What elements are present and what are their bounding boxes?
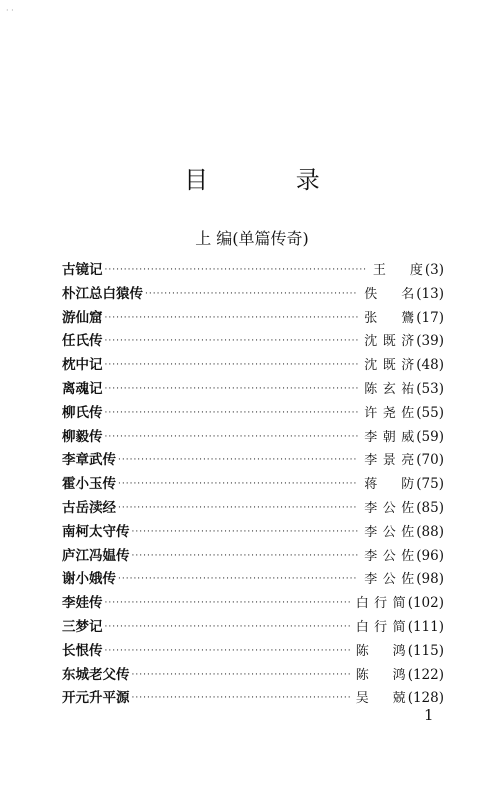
dot-leader xyxy=(105,313,359,323)
toc-entry-title: 南柯太守传 xyxy=(62,523,130,540)
toc-entry xyxy=(62,282,444,306)
toc-entry-page: (111) xyxy=(407,618,444,635)
toc-entry xyxy=(62,639,444,663)
toc-entry-author: 李公佐 xyxy=(364,572,415,588)
toc-entry-title: 三梦记 xyxy=(62,618,103,635)
toc-entry-author: 白行简 xyxy=(355,596,406,612)
table-of-contents xyxy=(62,258,444,710)
toc-entry-title: 柳毅传 xyxy=(62,428,103,445)
toc-entry-author: 李景亮 xyxy=(364,453,415,469)
dot-leader xyxy=(132,527,359,537)
toc-entry-title: 开元升平源 xyxy=(62,690,130,707)
section-title xyxy=(0,226,504,249)
toc-entry xyxy=(62,544,444,568)
toc-entry-author: 许尧佐 xyxy=(364,405,415,421)
toc-entry xyxy=(62,520,444,544)
toc-entry-title: 游仙窟 xyxy=(62,309,103,326)
toc-entry-page: (115) xyxy=(407,642,444,659)
section-title-text: 上 编(单篇传奇) xyxy=(195,229,309,248)
toc-entry-page: (85) xyxy=(416,499,444,516)
toc-entry xyxy=(62,353,444,377)
dot-leader xyxy=(105,622,350,632)
dot-leader xyxy=(105,336,359,346)
toc-entry-author: 李公佐 xyxy=(364,548,415,564)
toc-entry-page: (3) xyxy=(424,262,444,278)
toc-entry-author: 白行简 xyxy=(355,619,406,635)
toc-entry-title: 李章武传 xyxy=(62,452,116,469)
dot-leader xyxy=(132,551,359,561)
toc-entry-page: (59) xyxy=(416,428,444,445)
toc-entry-author: 李公佐 xyxy=(364,524,415,540)
toc-entry-author: 沈既济 xyxy=(364,334,415,350)
toc-entry-page: (122) xyxy=(407,666,444,683)
dot-leader xyxy=(118,574,358,584)
toc-entry-title: 古岳渎经 xyxy=(62,499,116,516)
toc-entry xyxy=(62,258,444,282)
toc-entry-title: 东城老父传 xyxy=(62,666,130,683)
dot-leader xyxy=(105,432,359,442)
toc-entry-title: 枕中记 xyxy=(62,357,103,374)
toc-entry-page: (55) xyxy=(416,404,444,421)
dot-leader xyxy=(132,693,350,703)
toc-entry-page: (75) xyxy=(416,476,444,493)
toc-entry-page: (53) xyxy=(416,380,444,397)
toc-entry-author: 佚 名 xyxy=(364,286,415,302)
toc-entry xyxy=(62,496,444,520)
dot-leader xyxy=(105,384,359,394)
toc-entry-author: 王 度 xyxy=(372,263,423,278)
toc-entry-page: (48) xyxy=(416,357,444,374)
toc-entry-author: 陈玄祐 xyxy=(364,381,415,397)
toc-entry-title: 柳氏传 xyxy=(62,404,103,421)
page-number: 1 xyxy=(424,706,434,724)
dot-leader xyxy=(105,646,350,656)
toc-entry-title: 谢小娥传 xyxy=(62,571,116,588)
dot-leader xyxy=(118,455,358,465)
toc-entry-page: (13) xyxy=(416,285,444,302)
toc-entry-author: 蒋 防 xyxy=(364,477,415,493)
toc-entry xyxy=(62,615,444,639)
dot-leader xyxy=(118,503,358,513)
toc-entry xyxy=(62,329,444,353)
dot-leader xyxy=(132,670,350,680)
toc-entry xyxy=(62,686,444,710)
toc-entry-page: (70) xyxy=(416,452,444,469)
toc-entry-page: (96) xyxy=(416,547,444,564)
toc-entry xyxy=(62,306,444,330)
dot-leader xyxy=(105,598,350,608)
toc-entry-author: 李朝威 xyxy=(364,429,415,445)
toc-entry-title: 霍小玉传 xyxy=(62,476,116,493)
toc-entry-title: 长恨传 xyxy=(62,642,103,659)
toc-entry-page: (88) xyxy=(416,523,444,540)
toc-entry-page: (102) xyxy=(407,595,444,612)
toc-entry-title: 李娃传 xyxy=(62,595,103,612)
dot-leader xyxy=(105,360,359,370)
toc-entry-title: 朴江总白猿传 xyxy=(62,285,143,302)
toc-entry-title: 任氏传 xyxy=(62,333,103,350)
scan-speck: · · xyxy=(6,6,14,15)
toc-entry xyxy=(62,448,444,472)
toc-entry-author: 张 鷟 xyxy=(364,310,415,326)
toc-entry-page: (39) xyxy=(416,333,444,350)
toc-entry-page: (98) xyxy=(416,571,444,588)
dot-leader xyxy=(145,289,358,299)
toc-entry xyxy=(62,663,444,687)
toc-entry-title: 离魂记 xyxy=(62,380,103,397)
toc-entry xyxy=(62,425,444,449)
toc-entry-author: 吴 兢 xyxy=(355,691,406,707)
toc-entry-author: 陈 鸿 xyxy=(355,667,406,683)
page-title: 目 录 xyxy=(184,166,360,194)
toc-entry-page: (17) xyxy=(416,309,444,326)
toc-entry-author: 陈 鸿 xyxy=(355,643,406,659)
toc-entry-title: 古镜记 xyxy=(62,262,103,278)
toc-entry-author: 沈既济 xyxy=(364,358,415,374)
toc-entry xyxy=(62,377,444,401)
dot-leader xyxy=(105,265,367,275)
toc-entry xyxy=(62,591,444,615)
toc-entry xyxy=(62,401,444,425)
toc-entry-author: 李公佐 xyxy=(364,500,415,516)
toc-entry xyxy=(62,472,444,496)
toc-entry xyxy=(62,567,444,591)
dot-leader xyxy=(105,408,359,418)
toc-entry-title: 庐江冯媪传 xyxy=(62,547,130,564)
dot-leader xyxy=(118,479,358,489)
toc-entry-page: (128) xyxy=(407,690,444,707)
